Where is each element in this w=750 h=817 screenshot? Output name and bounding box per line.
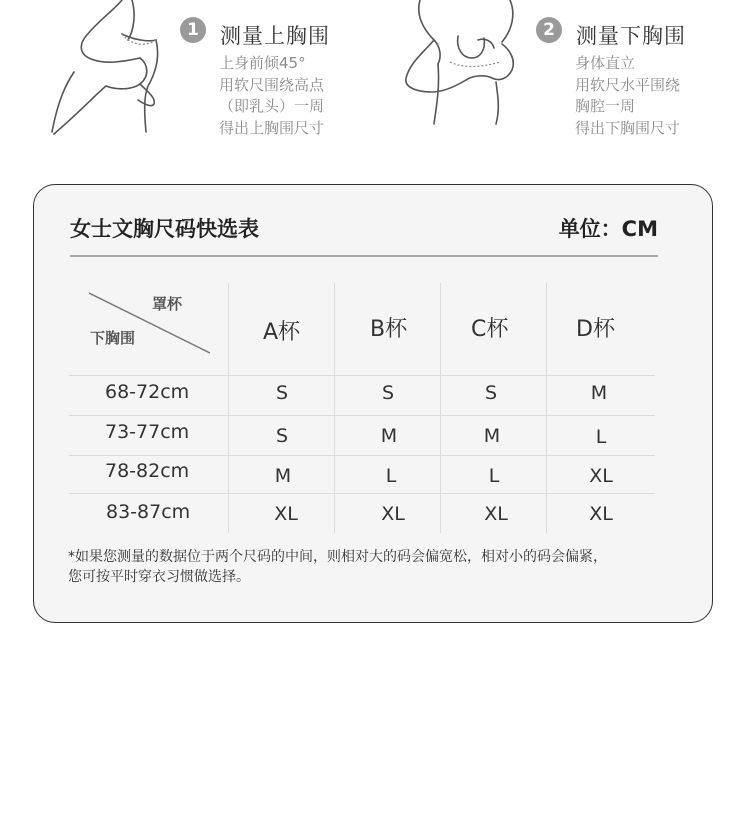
grid-line — [69, 375, 655, 376]
step-1-desc-line: 用软尺围绕高点 — [219, 75, 325, 94]
size-cell: XL — [484, 503, 508, 525]
header-band-label: 下胸围 — [90, 329, 136, 347]
step-1-description — [219, 53, 324, 139]
note-line: 您可按平时穿衣习惯做选择。 — [68, 569, 250, 585]
size-selection-note — [68, 547, 698, 587]
grid-line — [69, 415, 655, 416]
grid-line — [69, 455, 655, 456]
size-cell: XL — [589, 465, 613, 487]
step-2-title: 测量下胸围 — [576, 24, 686, 48]
grid-line — [546, 283, 547, 533]
grid-line — [69, 493, 655, 494]
step-2-desc-line: 胸腔一周 — [575, 97, 636, 115]
step-2-badge: 2 — [536, 17, 562, 43]
step-2-desc-line: 得出下胸围尺寸 — [575, 118, 681, 137]
row-label-band: 78-82cm — [105, 460, 190, 482]
note-line: *如果您测量的数据位于两个尺码的中间，则相对大的码会偏宽松，相对小的码会偏紧， — [68, 549, 607, 565]
size-cell: S — [275, 382, 289, 404]
size-cell: XL — [274, 503, 298, 525]
size-cell: S — [381, 382, 395, 404]
row-label-band: 73-77cm — [105, 421, 190, 443]
row-label-band: 68-72cm — [105, 381, 190, 403]
title-divider — [70, 255, 658, 257]
unit-label: 单位：CM — [558, 217, 658, 241]
size-cell: M — [380, 425, 398, 447]
column-header-cup-b: B杯 — [370, 317, 408, 342]
row-label-band: 83-87cm — [106, 501, 191, 523]
size-cell: M — [274, 465, 292, 487]
size-cell: XL — [589, 503, 613, 525]
lean-forward-measure-illustration — [44, 0, 174, 140]
size-cell: L — [595, 426, 607, 448]
grid-line — [440, 283, 441, 533]
upright-measure-illustration — [400, 0, 530, 130]
grid-line — [228, 283, 229, 533]
step-1-badge: 1 — [180, 17, 206, 43]
step-1-desc-line: 得出上胸围尺寸 — [219, 118, 325, 137]
step-2-desc-line: 用软尺水平围绕 — [575, 75, 681, 94]
step-1-desc-line: （即乳头）一周 — [219, 97, 325, 115]
step-1-title: 测量上胸围 — [220, 24, 330, 48]
size-cell: L — [488, 465, 500, 487]
step-2-description — [575, 53, 680, 139]
size-cell: L — [385, 465, 397, 487]
size-cell: S — [484, 382, 498, 404]
column-header-cup-d: D杯 — [576, 317, 615, 342]
column-header-cup-a: A杯 — [263, 320, 301, 345]
column-header-cup-c: C杯 — [471, 317, 509, 342]
step-2-desc-line: 身体直立 — [575, 54, 636, 72]
size-cell: M — [590, 382, 608, 404]
step-1-desc-line: 上身前倾45° — [219, 54, 306, 72]
size-chart-card — [33, 184, 713, 623]
grid-line — [334, 283, 335, 533]
size-cell: XL — [381, 503, 405, 525]
size-chart-title: 女士文胸尺码快选表 — [70, 217, 259, 241]
size-cell: M — [483, 425, 501, 447]
header-cup-label: 罩杯 — [152, 295, 183, 313]
size-cell: S — [275, 425, 289, 447]
